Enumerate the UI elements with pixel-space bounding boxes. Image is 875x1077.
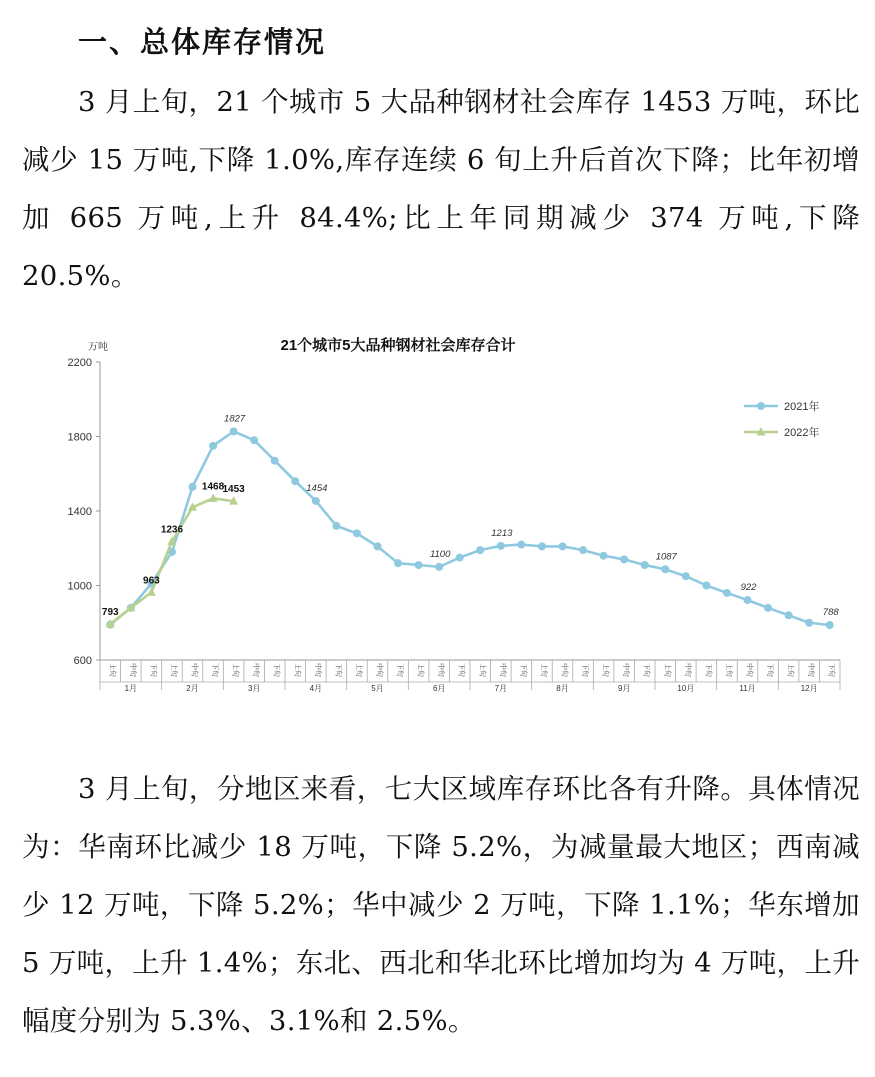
x-period-label: 上旬 <box>416 663 424 677</box>
x-period-label: 下旬 <box>149 663 157 677</box>
x-period-label: 上旬 <box>539 663 547 677</box>
x-month-label: 9月 <box>617 684 631 693</box>
legend-label-2022: 2022年 <box>784 427 820 439</box>
paragraph-1-text: 3 月上旬，21 个城市 5 大品种钢材社会库存 1453 万吨，环比减少 15 万吨,下降 1.0%,库存连续 6 旬上升后首次下降；比年初增加 665 万吨,上升 84.4%;比上年同期减少 374 万吨,下降 20.5%。 <box>22 86 860 292</box>
legend-label-2021: 2021年 <box>784 401 820 413</box>
x-period-label: 下旬 <box>457 663 465 677</box>
x-period-label: 上旬 <box>108 663 116 677</box>
data-point-2021 <box>476 546 484 554</box>
data-label-2021: 1087 <box>655 551 677 563</box>
x-period-label: 中旬 <box>560 663 568 677</box>
data-point-2021 <box>394 559 402 567</box>
x-period-label: 中旬 <box>375 663 383 677</box>
data-point-2021 <box>538 542 546 550</box>
x-period-label: 下旬 <box>519 663 527 677</box>
x-period-label: 上旬 <box>786 663 794 677</box>
y-tick-label: 1000 <box>67 580 92 593</box>
x-period-label: 上旬 <box>601 663 609 677</box>
x-period-label: 上旬 <box>293 663 301 677</box>
data-point-2021 <box>435 563 443 571</box>
x-month-label: 6月 <box>432 684 446 693</box>
x-period-label: 上旬 <box>231 663 239 677</box>
y-tick-label: 1800 <box>67 431 92 444</box>
x-month-label: 1月 <box>124 684 138 693</box>
data-label-2022: 963 <box>143 575 160 587</box>
x-period-label: 下旬 <box>704 663 712 677</box>
data-point-2021 <box>312 497 320 505</box>
series-line-0 <box>110 431 829 625</box>
data-point-2021 <box>682 572 690 580</box>
data-point-2021 <box>456 554 464 562</box>
data-point-2021 <box>620 555 628 563</box>
inventory-line-chart <box>22 322 862 702</box>
data-point-2021 <box>702 582 710 590</box>
data-point-2021 <box>230 427 238 435</box>
data-point-2021 <box>250 436 258 444</box>
section-heading: 一、总体库存情况 <box>78 25 327 59</box>
y-tick-label: 1400 <box>67 506 92 518</box>
data-label-2022: 1236 <box>160 524 184 536</box>
data-label-2022: 793 <box>101 607 119 619</box>
data-label-2021: 922 <box>740 582 757 594</box>
data-point-2021 <box>517 541 525 549</box>
data-point-2021 <box>497 542 505 550</box>
data-point-2021 <box>723 589 731 597</box>
data-point-2021 <box>641 561 649 569</box>
x-period-label: 下旬 <box>272 663 280 677</box>
x-month-label: 11月 <box>739 684 756 693</box>
data-point-2021 <box>209 442 217 450</box>
data-point-2021 <box>579 546 587 554</box>
x-period-label: 上旬 <box>478 663 486 677</box>
paragraph-total-inventory <box>22 73 860 305</box>
x-period-label: 中旬 <box>807 663 815 677</box>
x-period-label: 中旬 <box>437 663 445 677</box>
data-point-2021 <box>353 529 361 537</box>
x-period-label: 中旬 <box>622 663 630 677</box>
x-period-label: 中旬 <box>190 663 198 677</box>
data-label-2021: 1213 <box>491 527 513 539</box>
data-point-2021 <box>661 565 669 573</box>
y-axis-label: 万吨 <box>88 342 108 353</box>
x-period-label: 中旬 <box>745 663 753 677</box>
data-point-2021 <box>374 542 382 550</box>
x-month-label: 10月 <box>677 684 695 693</box>
data-point-2021 <box>415 561 423 569</box>
data-point-2021 <box>189 483 197 491</box>
x-month-label: 4月 <box>309 684 323 693</box>
x-period-label: 上旬 <box>169 663 177 677</box>
x-month-label: 2月 <box>186 684 199 693</box>
y-tick-label: 600 <box>73 655 92 667</box>
data-point-2021 <box>764 604 772 612</box>
data-label-2022: 1468 <box>201 481 225 493</box>
x-period-label: 中旬 <box>313 663 321 677</box>
chart-title: 21个城市5大品种钢材社会库存合计 <box>280 337 516 354</box>
legend-marker-2021 <box>757 402 765 410</box>
data-point-2021 <box>332 522 340 530</box>
y-tick-label: 2200 <box>67 357 92 369</box>
x-month-label: 12月 <box>800 684 818 693</box>
x-period-label: 上旬 <box>724 663 732 677</box>
x-period-label: 上旬 <box>354 663 362 677</box>
data-point-2021 <box>291 477 299 485</box>
x-month-label: 8月 <box>556 684 569 693</box>
x-period-label: 下旬 <box>827 663 835 677</box>
x-month-label: 7月 <box>494 684 508 693</box>
paragraph-2-text: 3 月上旬，分地区来看，七大区域库存环比各有升降。具体情况为：华南环比减少 18 万吨，下降 5.2%，为减量最大地区；西南减少 12 万吨，下降 5.2%；华中减少 2 万吨，下降 1.1%；华东增加 5 万吨，上升 1.4%；东北、西北和华北环比增加均为 4 万吨，上升幅度分别为 5.3%、3.1%和 2.5%。 <box>22 773 860 1037</box>
x-period-label: 上旬 <box>663 663 671 677</box>
data-point-2021 <box>744 596 752 604</box>
data-label-2021: 788 <box>822 606 839 618</box>
data-point-2021 <box>785 611 793 619</box>
data-point-2021 <box>600 552 608 560</box>
paragraph-regional-inventory <box>22 760 860 1050</box>
x-period-label: 下旬 <box>334 663 342 677</box>
data-label-2021: 1827 <box>224 413 246 425</box>
data-label-2021: 1454 <box>306 482 328 494</box>
data-point-2021 <box>826 621 834 629</box>
x-period-label: 中旬 <box>128 663 136 677</box>
x-month-label: 5月 <box>371 684 384 693</box>
x-period-label: 下旬 <box>766 663 774 677</box>
x-period-label: 中旬 <box>683 663 691 677</box>
data-point-2021 <box>559 542 567 550</box>
data-label-2022: 1453 <box>222 484 245 496</box>
x-period-label: 下旬 <box>396 663 404 677</box>
data-label-2021: 1100 <box>429 548 451 560</box>
x-period-label: 中旬 <box>498 663 506 677</box>
x-period-label: 下旬 <box>211 663 219 677</box>
x-period-label: 下旬 <box>642 663 650 677</box>
x-period-label: 下旬 <box>581 663 589 677</box>
data-point-2021 <box>271 457 279 465</box>
x-month-label: 3月 <box>247 684 261 693</box>
data-point-2021 <box>805 619 813 627</box>
x-period-label: 中旬 <box>252 663 260 677</box>
